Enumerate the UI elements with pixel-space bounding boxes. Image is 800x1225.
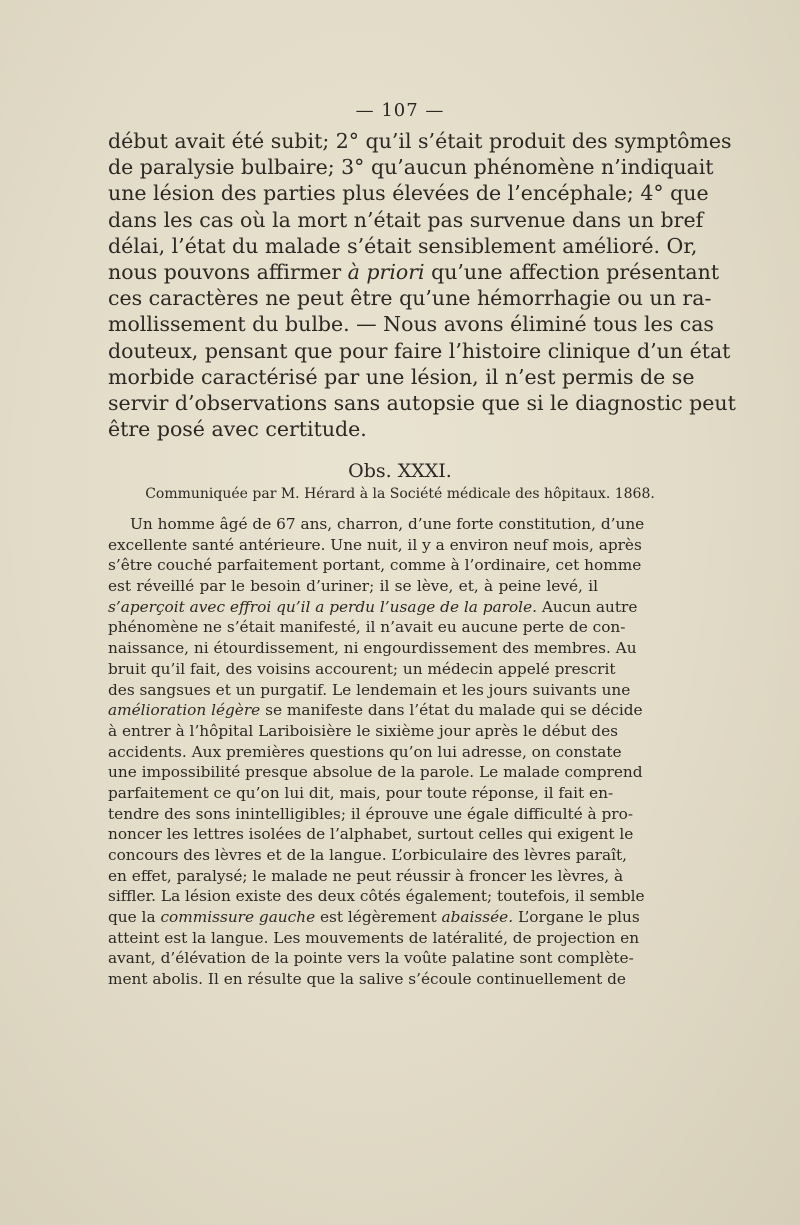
text-line: être posé avec certitude. [108,417,367,442]
italic-text: commissure gauche [160,908,316,927]
text-line: début avait été subit; 2° qu’il s’était produit des symptômes [108,129,732,153]
text-line: noncer les lettres isolées de l’alphabet, surtout celles qui exigent le [108,825,634,844]
text-line: bruit qu’il fait, des voisins accourent; un médecin appelé prescrit [108,659,616,678]
text-line: naissance, ni étourdissement, ni engourdissement des membres. Au [108,639,637,658]
text-line: Un homme âgé de 67 ans, charron, d’une forte constitution, d’une [130,515,645,533]
italic-text: s’aperçoit avec effroi qu’il a perdu l’usage de la parole. [108,597,537,616]
text-line: accidents. Aux premières questions qu’on lui adresse, on constate [108,742,622,761]
text-line: ces caractères ne peut être qu’une hémorrhagie ou un ra- [108,286,712,311]
text-line: amélioration légère se manifeste dans l’état du malade qui se décide [108,701,643,720]
text-line: une impossibilité presque absolue de la parole. Le malade comprend [108,763,643,782]
text-line: dans les cas où la mort n’était pas survenue dans un bref [108,207,704,232]
observation-heading: Obs. XXXI. [348,460,452,482]
observation-source: Communiquée par M. Hérard à la Société médicale des hôpitaux. 1868. [145,486,655,502]
text-line: une lésion des parties plus élevées de l’encéphale; 4° que [108,181,709,206]
text-line: s’être couché parfaitement portant, comme à l’ordinaire, cet homme [108,556,642,575]
text-line: des sangsues et un purgatif. Le lendemain et les jours suivants une [108,680,631,699]
text-line: servir d’observations sans autopsie que si le diagnostic peut [108,390,736,415]
intro-paragraph [108,128,736,442]
text-line: douteux, pensant que pour faire l’histoire clinique d’un état [108,338,731,363]
italic-text: à priori [347,259,425,284]
text-line: délai, l’état du malade s’était sensiblement amélioré. Or, [108,233,698,258]
text-line: s’aperçoit avec effroi qu’il a perdu l’usage de la parole. Aucun autre [108,597,638,616]
text-line: siffler. La lésion existe des deux côtés également; toutefois, il semble [108,887,645,906]
text-line: atteint est la langue. Les mouvements de latéralité, de projection en [108,928,640,947]
text-line: tendre des sons inintelligibles; il éprouve une égale difficulté à pro- [108,804,634,823]
text-line: mollissement du bulbe. — Nous avons éliminé tous les cas [108,312,714,337]
text-line: avant, d’élévation de la pointe vers la voûte palatine sont complète- [108,949,634,968]
observation-paragraph [108,514,645,990]
text-line: nous pouvons affirmer à priori qu’une affection présentant [108,259,720,284]
text-line: excellente santé antérieure. Une nuit, il y a environ neuf mois, après [108,535,642,554]
text-line: en effet, paralysé; le malade ne peut réussir à froncer les lèvres, à [108,866,624,885]
italic-text: abaissée. [441,908,514,927]
text-line: à entrer à l’hôpital Lariboisière le sixième jour après le début des [108,721,618,740]
text-line: parfaitement ce qu’on lui dit, mais, pour toute réponse, il fait en- [108,783,614,802]
text-line: concours des lèvres et de la langue. L’orbiculaire des lèvres paraît, [108,846,628,864]
italic-text: amélioration légère [108,701,261,720]
text-line: ment abolis. Il en résulte que la salive s’écoule continuellement de [108,970,626,989]
text-line: phénomène ne s’était manifesté, il n’avait eu aucune perte de con- [108,618,626,637]
text-line: est réveillé par le besoin d’uriner; il se lève, et, à peine levé, il [108,577,598,596]
text-line: morbide caractérisé par une lésion, il n’est permis de se [108,364,695,389]
text-line: que la commissure gauche est légèrement abaissée. L’organe le plus [108,908,640,927]
page-number: — 107 — [355,100,445,121]
text-line: de paralysie bulbaire; 3° qu’aucun phénomène n’indiquait [108,155,714,180]
